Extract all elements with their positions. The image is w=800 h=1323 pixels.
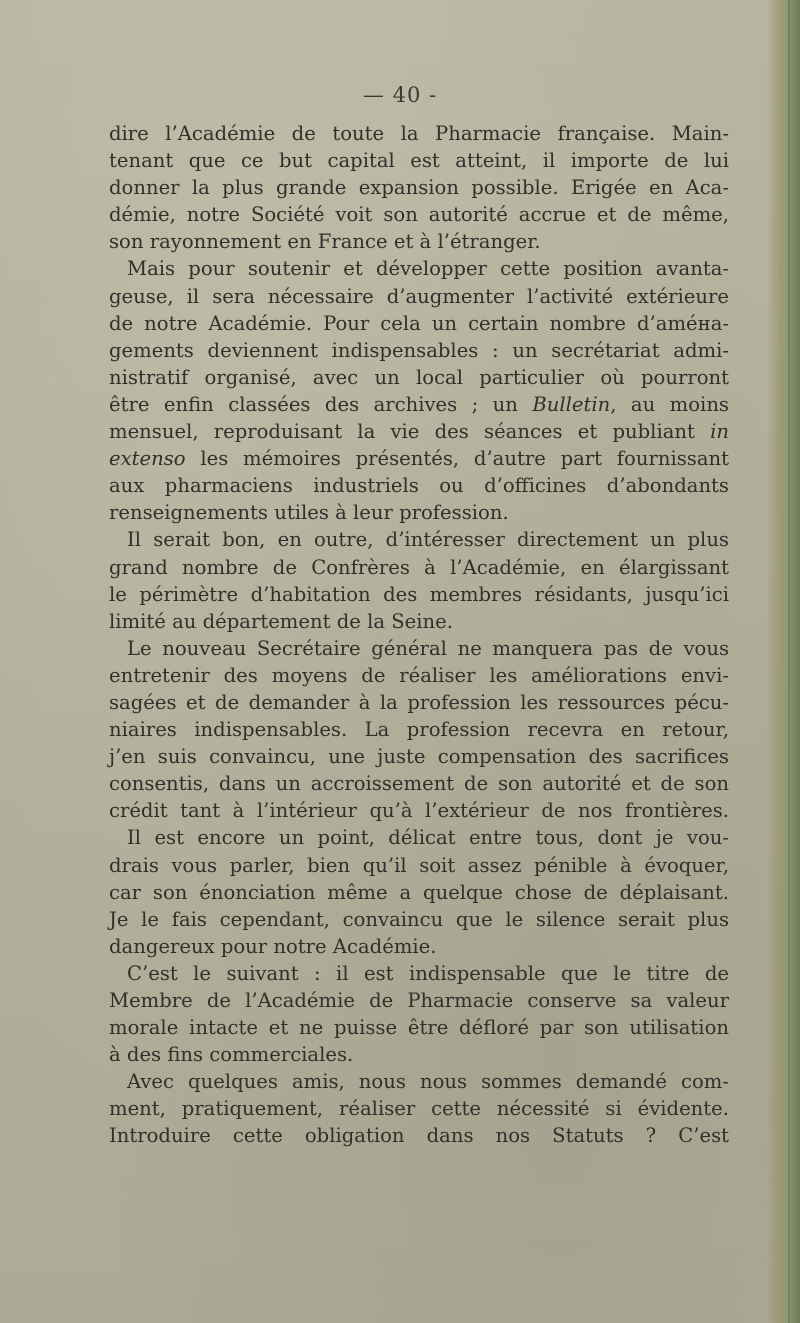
- text-segment: mensuel, reproduisant la vie des séances et publiant: [109, 420, 711, 444]
- text-line: [109, 418, 729, 445]
- text-line: Il est encore un point, délicat entre tous, dont je vou-: [127, 826, 729, 850]
- text-line: Introduire cette obligation dans nos Statuts ? C’est: [109, 1124, 729, 1148]
- text-line: [109, 391, 729, 418]
- text-line: Mais pour soutenir et développer cette position avanta-: [127, 257, 729, 281]
- italic-phrase-in: in: [710, 420, 729, 444]
- text-line: ment, pratiquement, réaliser cette nécessité si évidente.: [109, 1097, 729, 1121]
- text-line: son rayonnement en France et à l’étranger.: [109, 230, 541, 254]
- text-line: consentis, dans un accroissement de son autorité et de son: [109, 772, 729, 796]
- text-line: car son énonciation même a quelque chose de déplaisant.: [109, 880, 729, 904]
- text-line: geuse, il sera nécessaire d’augmenter l’activité extérieure: [109, 284, 729, 308]
- text-line: dangereux pour notre Académie.: [109, 934, 437, 958]
- text-line: limité au département de la Seine.: [109, 609, 453, 633]
- text-line: Avec quelques amis, nous nous sommes demandé com-: [127, 1070, 729, 1094]
- italic-title-bulletin: Bulletin: [532, 392, 611, 416]
- body-text: [109, 120, 729, 1150]
- text-line: nistratif organisé, avec un local particulier où pourront: [109, 365, 729, 389]
- text-line: gements deviennent indispensables : un secrétariat admi-: [109, 338, 729, 362]
- text-line: Il serait bon, en outre, d’intéresser directement un plus: [127, 528, 729, 552]
- page-binding-edge: [766, 0, 800, 1323]
- italic-phrase-extenso: extenso: [109, 447, 186, 471]
- text-line: à des fins commerciales.: [109, 1043, 354, 1067]
- text-line: démie, notre Société voit son autorité accrue et de même,: [109, 203, 729, 227]
- text-line: morale intacte et ne puisse être déflоré par son utilisation: [109, 1016, 729, 1040]
- text-line: crédit tant à l’intérieur qu’à l’extérieur de nos frontières.: [109, 799, 729, 823]
- text-line: j’en suis convaincu, une juste compensation des sacrifices: [109, 745, 729, 769]
- text-segment: être enfin classées des archives ; un: [109, 392, 533, 416]
- text-line: entretenir des moyens de réaliser les améliorations envi-: [109, 663, 729, 687]
- page-binding-shadow: [788, 0, 790, 1323]
- text-line: dire l’Académie de toute la Pharmacie française. Main-: [109, 122, 729, 145]
- text-line: renseignements utiles à leur profession.: [109, 501, 509, 525]
- page-number: — 40 -: [362, 83, 438, 107]
- text-line: aux pharmaciens industriels ou d’officines d’abondants: [109, 474, 729, 498]
- text-segment: les mémoires présentés, d’autre part fournissant: [185, 447, 729, 471]
- text-line: donner la plus grande expansion possible. Erigée en Aca-: [109, 176, 729, 200]
- text-line: sagées et de demander à la profession les ressources pécu-: [109, 690, 729, 714]
- text-line: de notre Académie. Pour cela un certain nombre d’améна-: [109, 311, 729, 335]
- text-line: Le nouveau Secrétaire général ne manquera pas de vous: [127, 636, 729, 660]
- text-line: Membre de l’Académie de Pharmacie conserve sa valeur: [109, 989, 729, 1012]
- text-line: le périmètre d’habitation des membres résidants, jusqu’ici: [109, 582, 729, 606]
- text-line: niaires indispensables. La profession recevra en retour,: [109, 718, 729, 742]
- text-line: drais vous parler, bien qu’il soit assez pénible à évoquer,: [109, 853, 729, 877]
- text-line: C’est le suivant : il est indispensable que le titre de: [127, 961, 729, 985]
- text-line: tenant que ce but capital est atteint, il importe de lui: [109, 149, 729, 173]
- text-line: Je le fais cependant, convaincu que le silence serait plus: [109, 907, 729, 931]
- text-segment: , au moins: [610, 392, 729, 416]
- text-line: grand nombre de Confrères à l’Académie, en élargissant: [109, 555, 729, 579]
- text-line: [109, 445, 729, 472]
